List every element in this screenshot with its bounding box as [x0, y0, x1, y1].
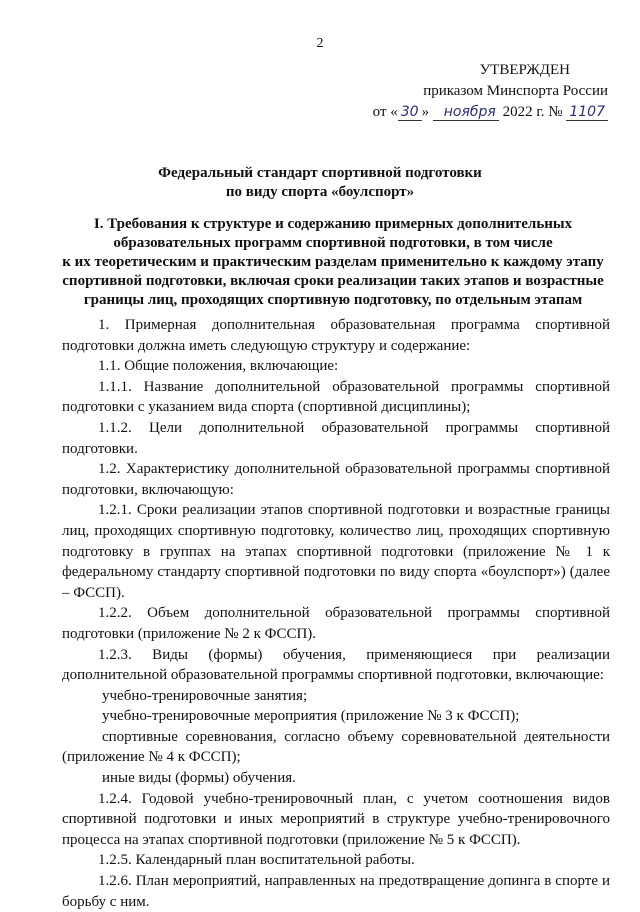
paragraph: 1.2.3. Виды (формы) обучения, применяющиеся при реализации дополнительной образовательной программы спортивной подготовки, включающие: — [62, 646, 610, 684]
section-line: к их теоретическим и практическим разделам применительно к каждому этапу — [62, 254, 604, 270]
paragraph: 1.1.2. Цели дополнительной образовательной программы спортивной подготовки. — [62, 419, 610, 457]
document-body — [62, 315, 610, 912]
section-line: границы лиц, проходящих спортивную подготовку, по отдельным этапам — [83, 292, 583, 308]
paragraph: 1.2.1. Сроки реализации этапов спортивной подготовки и возрастные границы лиц, проходящих спортивную подготовку, количество лиц, проходящих спортивную подготовку в группах на этапах спортивной подготовки (приложение № 1 к федеральному стандарту спортивной подготовки по виду спорта «боулспорт») (далее – ФССП). — [62, 502, 610, 601]
section-line: спортивной подготовки, включая сроки реализации таких этапов и возрастные — [62, 273, 604, 289]
paragraph: 1.1.1. Название дополнительной образовательной программы спортивной подготовки с указанием вида спорта (спортивной дисциплины); — [62, 378, 610, 416]
paragraph: 1.1. Общие положения, включающие: — [98, 358, 339, 375]
paragraph: 1.2.5. Календарный план воспитательной работы. — [98, 852, 415, 869]
section-heading — [56, 215, 610, 310]
paragraph: учебно-тренировочные мероприятия (приложение № 3 к ФССП); — [102, 708, 520, 725]
section-line: образовательных программ спортивной подготовки, в том числе — [113, 235, 553, 251]
paragraph: 1.2.4. Годовой учебно-тренировочный план, с учетом соотношения видов спортивной подготовки и иных мероприятий в структуре учебно-тренировочного процесса на этапах спортивной подготовки (приложение № 5 к ФССП). — [62, 790, 610, 848]
page-number: 2 — [316, 36, 324, 51]
approval-date-line — [328, 102, 608, 123]
approval-block — [328, 60, 608, 123]
title-line-2: по виду спорта «боулспорт» — [225, 184, 415, 200]
section-line: I. Требования к структуре и содержанию примерных дополнительных — [93, 216, 573, 232]
handwritten-day: 30 — [398, 105, 422, 121]
title-line-1: Федеральный стандарт спортивной подготовки — [158, 165, 482, 181]
approval-year: 2022 г. № — [502, 104, 563, 120]
paragraph: 1.2.6. План мероприятий, направленных на предотвращение допинга в спорте и борьбу с ним. — [62, 873, 610, 910]
handwritten-month: ноября — [433, 105, 499, 121]
approval-from: от « — [372, 104, 398, 120]
document-title — [0, 164, 640, 202]
paragraph: 1.2.2. Объем дополнительной образовательной программы спортивной подготовки (приложение № 2 к ФССП). — [62, 605, 610, 642]
paragraph: иные виды (формы) обучения. — [102, 770, 296, 787]
paragraph: 1. Примерная дополнительная образовательная программа спортивной подготовки должна иметь следующую структуру и содержание: — [62, 317, 610, 354]
approval-heading: УТВЕРЖДЕН — [479, 62, 570, 78]
paragraph: спортивные соревнования, согласно объему соревновательной деятельности (приложение № 4 к ФССП); — [62, 728, 610, 766]
paragraph: учебно-тренировочные занятия; — [102, 687, 308, 704]
paragraph: 1.2. Характеристику дополнительной образовательной программы спортивной подготовки, включающую: — [62, 461, 610, 498]
handwritten-number: 1107 — [566, 105, 608, 121]
approval-order: приказом Минспорта России — [423, 83, 608, 99]
approval-mid: » — [421, 104, 430, 120]
